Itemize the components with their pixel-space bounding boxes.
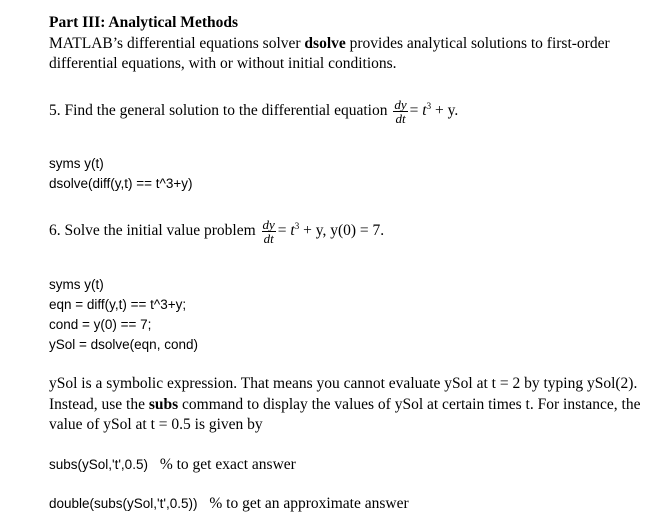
q5-end: . <box>454 102 459 120</box>
q5-equals: = <box>409 102 419 120</box>
code2-line-3: cond = y(0) == 7; <box>49 317 152 332</box>
intro-line-2: differential equations, with or without initial conditions. <box>49 55 397 72</box>
command-2 <box>49 494 409 514</box>
para-line-1: ySol is a symbolic expression. That means you cannot evaluate ySol at t = 2 by typing ySol(2). <box>49 375 638 392</box>
q6-text: 6. Solve the initial value problem <box>49 222 256 240</box>
code1-line-1: syms y(t) <box>49 156 104 171</box>
q5-rest: + y <box>434 102 455 120</box>
q6-dt: dt <box>263 231 274 247</box>
cmd2-code: double(subs(ySol,'t',0.5)) <box>49 496 198 511</box>
q5-derivative <box>393 98 407 125</box>
q6-rest: + y, y(0) = 7. <box>303 222 385 240</box>
q5-exponent: 3 <box>426 101 432 111</box>
q6-exponent: 3 <box>294 221 300 231</box>
cmd1-comment: % to get exact answer <box>159 456 296 473</box>
intro-text-pre: MATLAB’s differential equations solver <box>49 35 305 52</box>
code1-line-2: dsolve(diff(y,t) == t^3+y) <box>49 176 193 191</box>
intro-line-1 <box>49 34 610 54</box>
q5-dt: dt <box>395 111 406 127</box>
para-l2-pre: Instead, use the <box>49 396 149 413</box>
question-5 <box>49 96 458 125</box>
q6-equals: = <box>277 222 287 240</box>
q5-text: 5. Find the general solution to the differential equation <box>49 102 388 120</box>
q6-dy: dy <box>262 217 275 233</box>
q5-t: t <box>422 102 427 120</box>
command-1 <box>49 455 296 475</box>
section-heading: Part III: Analytical Methods <box>49 14 239 31</box>
dsolve-keyword: dsolve <box>304 35 346 52</box>
cmd2-comment: % to get an approximate answer <box>209 495 409 512</box>
q6-t: t <box>290 222 295 240</box>
subs-keyword: subs <box>148 396 179 413</box>
code2-line-2: eqn = diff(y,t) == t^3+y; <box>49 297 187 312</box>
para-l2-post: command to display the values of ySol at certain times t. For instance, the <box>178 396 641 413</box>
code2-line-4: ySol = dsolve(eqn, cond) <box>49 337 198 352</box>
q5-dy: dy <box>394 97 407 113</box>
cmd1-code: subs(ySol,'t',0.5) <box>49 457 148 472</box>
q6-derivative <box>262 218 276 245</box>
question-6 <box>49 216 384 245</box>
intro-text-post: provides analytical solutions to first-order <box>345 35 610 52</box>
para-line-3: value of ySol at t = 0.5 is given by <box>49 416 263 433</box>
code2-line-1: syms y(t) <box>49 277 104 292</box>
para-line-2 <box>49 395 641 415</box>
